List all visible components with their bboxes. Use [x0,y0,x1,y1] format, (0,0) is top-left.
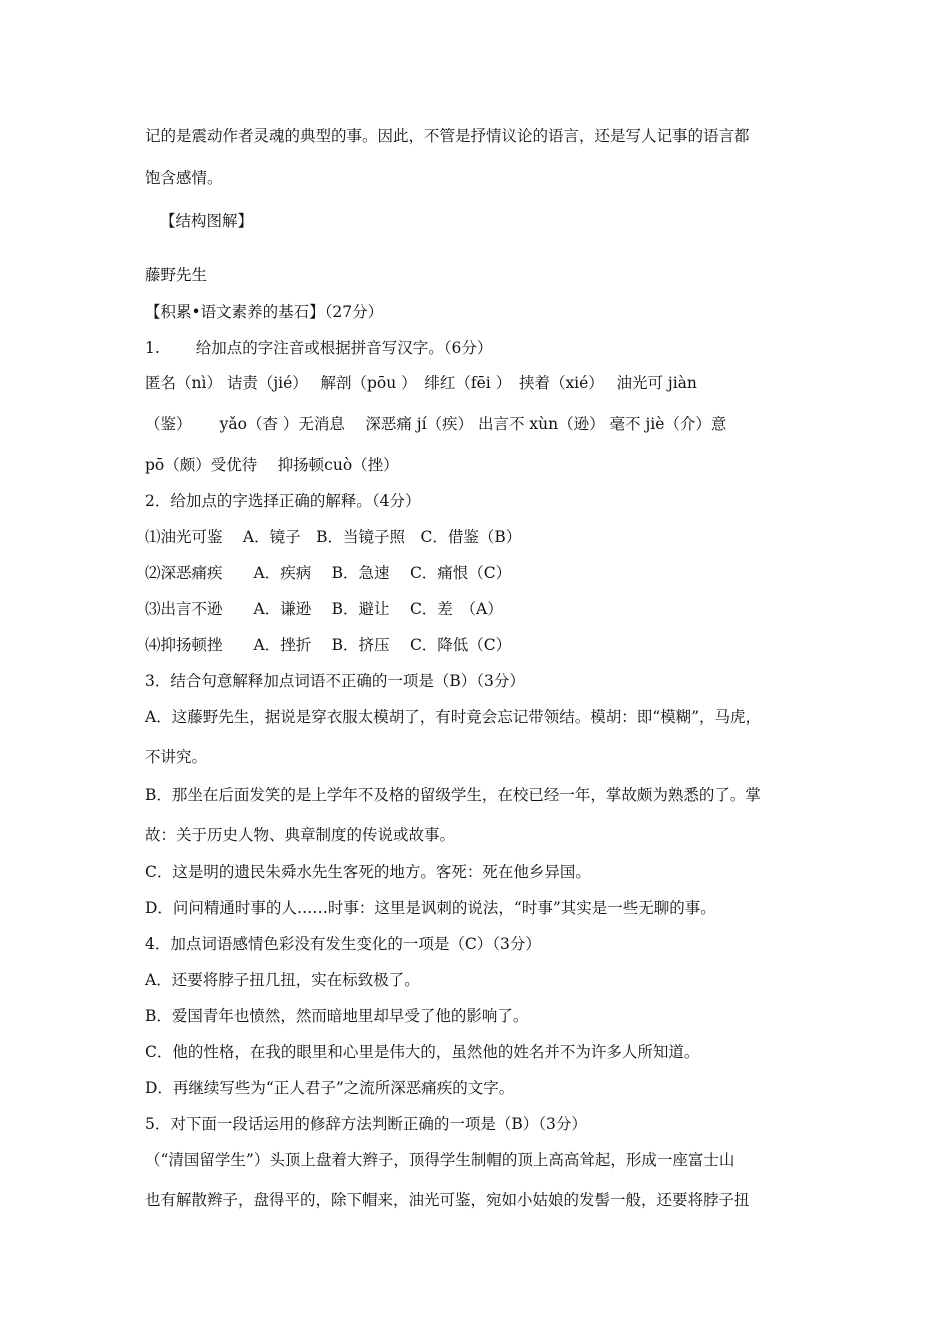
q3-option-a-line-1: A．这藤野先生，据说是穿衣服太模胡了，有时竟会忘记带领结。模胡：即“模糊”，马虎， [145,708,762,726]
q2-item: ⑷抑扬顿挫 A．挫折 B．挤压 C．降低（C） [145,636,512,654]
q2-item: ⑴油光可鉴 A．镜子 B．当镜子照 C．借鉴（B） [145,528,522,546]
q3-option-d: D．问问精通时事的人……时事：这里是讽刺的说法，“时事”其实是一些无聊的事。 [145,899,716,917]
intro-line-2: 饱含感情。 [145,169,223,187]
q3-option-a-line-2: 不讲究。 [145,748,208,766]
q3-option-c: C．这是明的遗民朱舜水先生客死的地方。客死：死在他乡异国。 [145,863,591,881]
q4-option-b: B．爱国青年也愤然，然而暗地里却早受了他的影响了。 [145,1007,529,1025]
q5-passage-line-1: （“清国留学生”）头顶上盘着大辫子，顶得学生制帽的顶上高高耸起，形成一座富士山 [145,1151,735,1169]
intro-line-1: 记的是震动作者灵魂的典型的事。因此，不管是抒情议论的语言，还是写人记事的语言都 [145,127,750,145]
q1-stem: 1. 给加点的字注音或根据拼音写汉字。（6分） [145,339,493,357]
q2-item: ⑶出言不逊 A．谦逊 B．避让 C．差 （A） [145,600,503,618]
section-heading: 【积累•语文素养的基石】（27分） [145,303,384,321]
q3-option-b-line-1: B．那坐在后面发笑的是上学年不及格的留级学生，在校已经一年，掌故颇为熟悉的了。掌 [145,786,761,804]
q2-stem: 2．给加点的字选择正确的解释。（4分） [145,492,421,510]
q1-line-2: （鉴） yǎo（杳 ）无消息 深恶痛 jí（疾） 出言不 xùn（逊） 毫不 jiè（介）意 [145,415,727,433]
q4-option-d: D．再继续写些为“正人君子”之流所深恶痛疾的文字。 [145,1079,515,1097]
q5-stem: 5．对下面一段话运用的修辞方法判断正确的一项是（B）（3分） [145,1115,587,1133]
q4-stem: 4．加点词语感情色彩没有发生变化的一项是（C）（3分） [145,935,541,953]
q3-option-b-line-2: 故：关于历史人物、典章制度的传说或故事。 [145,826,456,844]
q1-line-1: 匿名（nì） 诘责（jié） 解剖（pōu ） 绯红（fēi ） 挟着（xié） 油光可 jiàn [145,374,697,392]
q4-option-a: A．还要将脖子扭几扭，实在标致极了。 [145,971,420,989]
lesson-title: 藤野先生 [145,266,208,284]
structure-heading: 【结构图解】 [160,212,254,230]
q5-passage-line-2: 也有解散辫子，盘得平的，除下帽来，油光可鉴，宛如小姑娘的发髻一般，还要将脖子扭 [145,1191,750,1209]
q3-stem: 3．结合句意解释加点词语不正确的一项是（B）（3分） [145,672,525,690]
q4-option-c: C．他的性格，在我的眼里和心里是伟大的，虽然他的姓名并不为许多人所知道。 [145,1043,700,1061]
q2-item: ⑵深恶痛疾 A．疾病 B．急速 C．痛恨（C） [145,564,512,582]
q1-line-3: pō（颇）受优待 抑扬顿cuò（挫） [145,456,399,474]
